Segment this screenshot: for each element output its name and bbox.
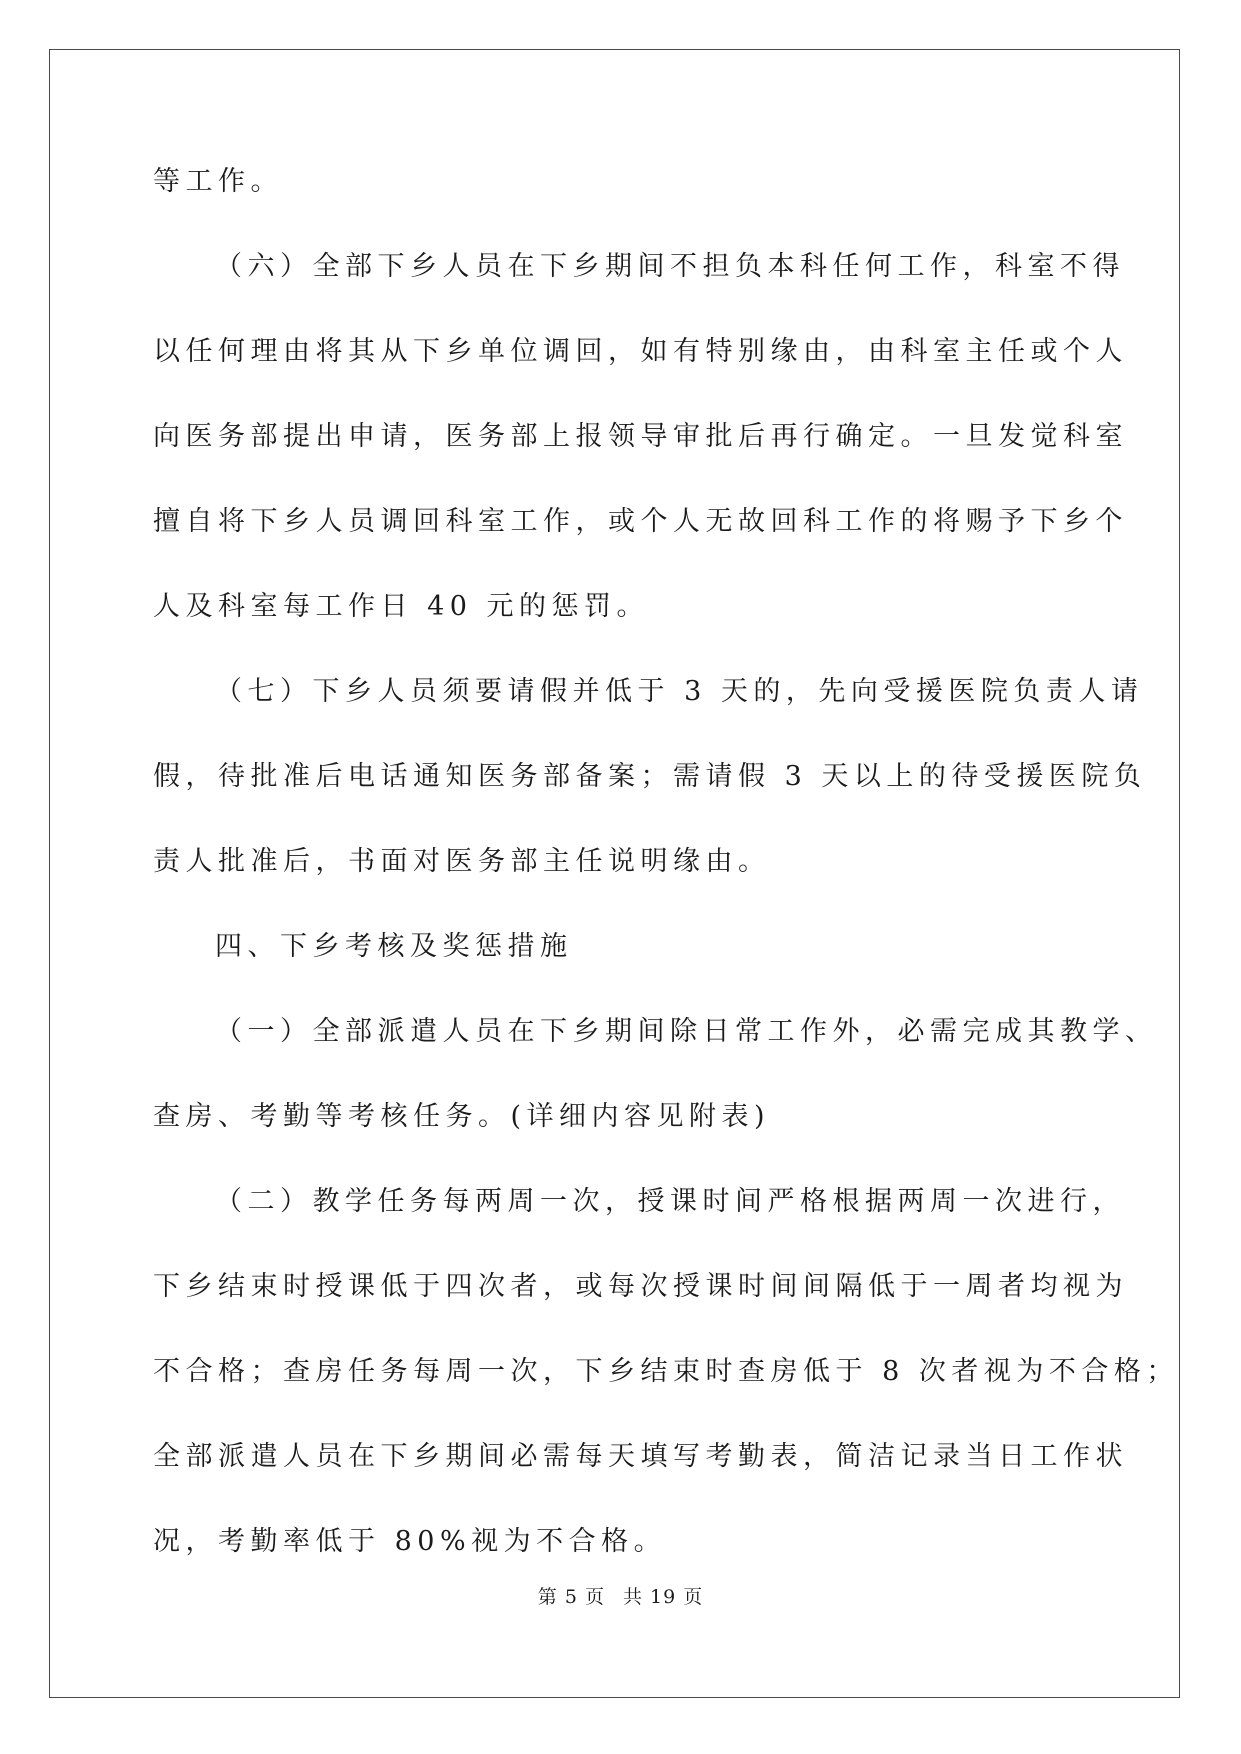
paragraph-seven: （七）下乡人员须要请假并低于 3 天的，先向受援医院负责人请 bbox=[215, 676, 1144, 707]
text-line: 不合格；查房任务每周一次，下乡结束时查房低于 8 次者视为不合格； bbox=[153, 1356, 1179, 1387]
text-line: 以任何理由将其从下乡单位调回，如有特别缘由，由科室主任或个人 bbox=[153, 336, 1128, 367]
text-line: 况，考勤率低于 80%视为不合格。 bbox=[153, 1526, 667, 1557]
text-line: 等工作。 bbox=[153, 166, 283, 197]
text-line: 查房、考勤等考核任务。(详细内容见附表) bbox=[153, 1101, 771, 1132]
page-number: 第 5 页 bbox=[537, 1586, 605, 1608]
section-heading: 四、下乡考核及奖惩措施 bbox=[215, 931, 573, 962]
text-line: 责人批准后，书面对医务部主任说明缘由。 bbox=[153, 846, 771, 877]
text-line: 下乡结束时授课低于四次者，或每次授课时间间隔低于一周者均视为 bbox=[153, 1271, 1128, 1302]
page-footer bbox=[0, 1582, 1241, 1609]
paragraph-two: （二）教学任务每两周一次，授课时间严格根据两周一次进行， bbox=[215, 1186, 1125, 1217]
paragraph-six: （六）全部下乡人员在下乡期间不担负本科任何工作，科室不得 bbox=[215, 251, 1125, 282]
text-line: 擅自将下乡人员调回科室工作，或个人无故回科工作的将赐予下乡个 bbox=[153, 506, 1128, 537]
text-line: 向医务部提出申请，医务部上报领导审批后再行确定。一旦发觉科室 bbox=[153, 421, 1128, 452]
paragraph-one: （一）全部派遣人员在下乡期间除日常工作外，必需完成其教学、 bbox=[215, 1016, 1158, 1047]
text-line: 人及科室每工作日 40 元的惩罚。 bbox=[153, 591, 650, 622]
text-line: 全部派遣人员在下乡期间必需每天填写考勤表，简洁记录当日工作状 bbox=[153, 1441, 1128, 1472]
page-total: 共 19 页 bbox=[622, 1586, 704, 1608]
document-body bbox=[153, 165, 1179, 1610]
text-line: 假，待批准后电话通知医务部备案；需请假 3 天以上的待受援医院负 bbox=[153, 761, 1147, 792]
